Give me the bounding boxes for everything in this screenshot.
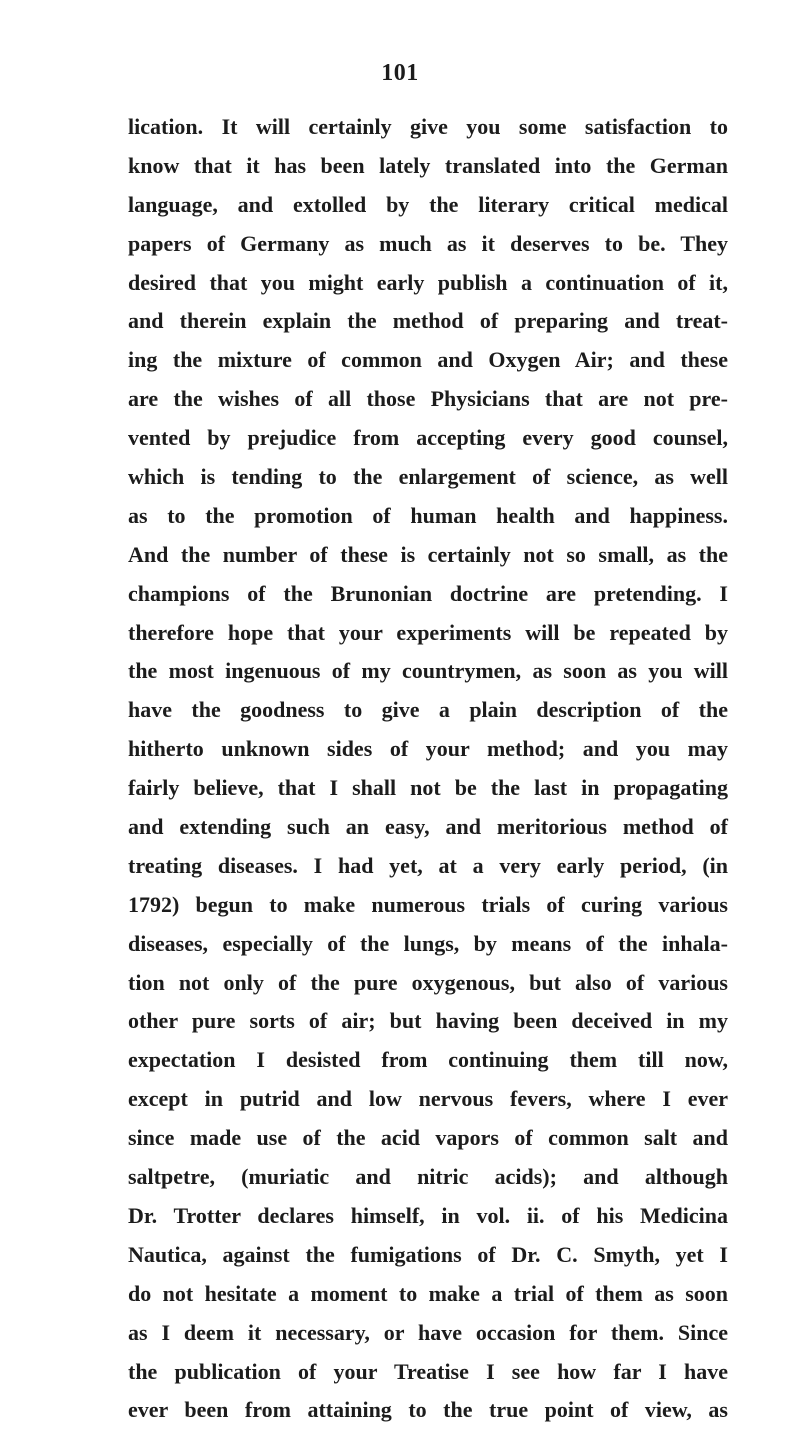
text-line: 1792) begun to make numerous trials of curing various: [128, 891, 728, 917]
text-line: lication. It will certainly give you some satisfaction to: [128, 114, 728, 139]
text-line: except in putrid and low nervous fevers, where I ever: [128, 1086, 728, 1112]
text-line: therefore hope that your experiments will be repeated by: [128, 619, 728, 645]
text-line: And the number of these is certainly not so small, as the: [128, 541, 728, 567]
text-line: have the goodness to give a plain description of the: [128, 697, 728, 723]
text-line: treating diseases. I had yet, at a very early period, (in: [128, 852, 728, 878]
text-line: as to the promotion of human health and happiness.: [128, 502, 728, 528]
text-line: ever been from attaining to the true point of view, as: [128, 1397, 728, 1423]
text-line: Dr. Trotter declares himself, in vol. ii. of his Medicina: [128, 1202, 728, 1228]
text-line: vented by prejudice from accepting every good counsel,: [128, 425, 728, 451]
text-line: language, and extolled by the literary critical medical: [128, 191, 728, 217]
text-line: champions of the Brunonian doctrine are pretending. I: [128, 580, 728, 606]
text-line: the most ingenuous of my countrymen, as soon as you will: [128, 658, 728, 684]
text-line: know that it has been lately translated into the German: [128, 152, 728, 178]
text-line: expectation I desisted from continuing them till now,: [128, 1047, 728, 1073]
text-line: do not hesitate a moment to make a trial of them as soon: [128, 1280, 728, 1306]
text-line: and therein explain the method of preparing and treat-: [128, 308, 728, 334]
page-number: 101: [381, 60, 419, 86]
text-line: Nautica, against the fumigations of Dr. C. Smyth, yet I: [128, 1241, 728, 1267]
text-line: and extending such an easy, and meritorious method of: [128, 814, 728, 840]
text-line: are the wishes of all those Physicians that are not pre-: [128, 386, 728, 412]
text-line: ing the mixture of common and Oxygen Air; and these: [128, 347, 728, 373]
text-line: other pure sorts of air; but having been deceived in my: [128, 1008, 728, 1034]
text-line: fairly believe, that I shall not be the last in propagating: [128, 775, 728, 801]
text-line: tion not only of the pure oxygenous, but also of various: [128, 969, 728, 995]
text-line: diseases, especially of the lungs, by means of the inhala-: [128, 930, 728, 956]
text-line: which is tending to the enlargement of science, as well: [128, 464, 728, 490]
text-line: hitherto unknown sides of your method; and you may: [128, 736, 728, 762]
text-line: the publication of your Treatise I see how far I have: [128, 1358, 728, 1384]
text-line: saltpetre, (muriatic and nitric acids); and although: [128, 1164, 728, 1190]
text-line: desired that you might early publish a continuation of it,: [128, 269, 728, 295]
text-line: since made use of the acid vapors of common salt and: [128, 1125, 728, 1151]
text-line: as I deem it necessary, or have occasion for them. Since: [128, 1319, 728, 1345]
text-line: papers of Germany as much as it deserves to be. They: [128, 230, 728, 256]
body-text: [128, 108, 728, 1430]
